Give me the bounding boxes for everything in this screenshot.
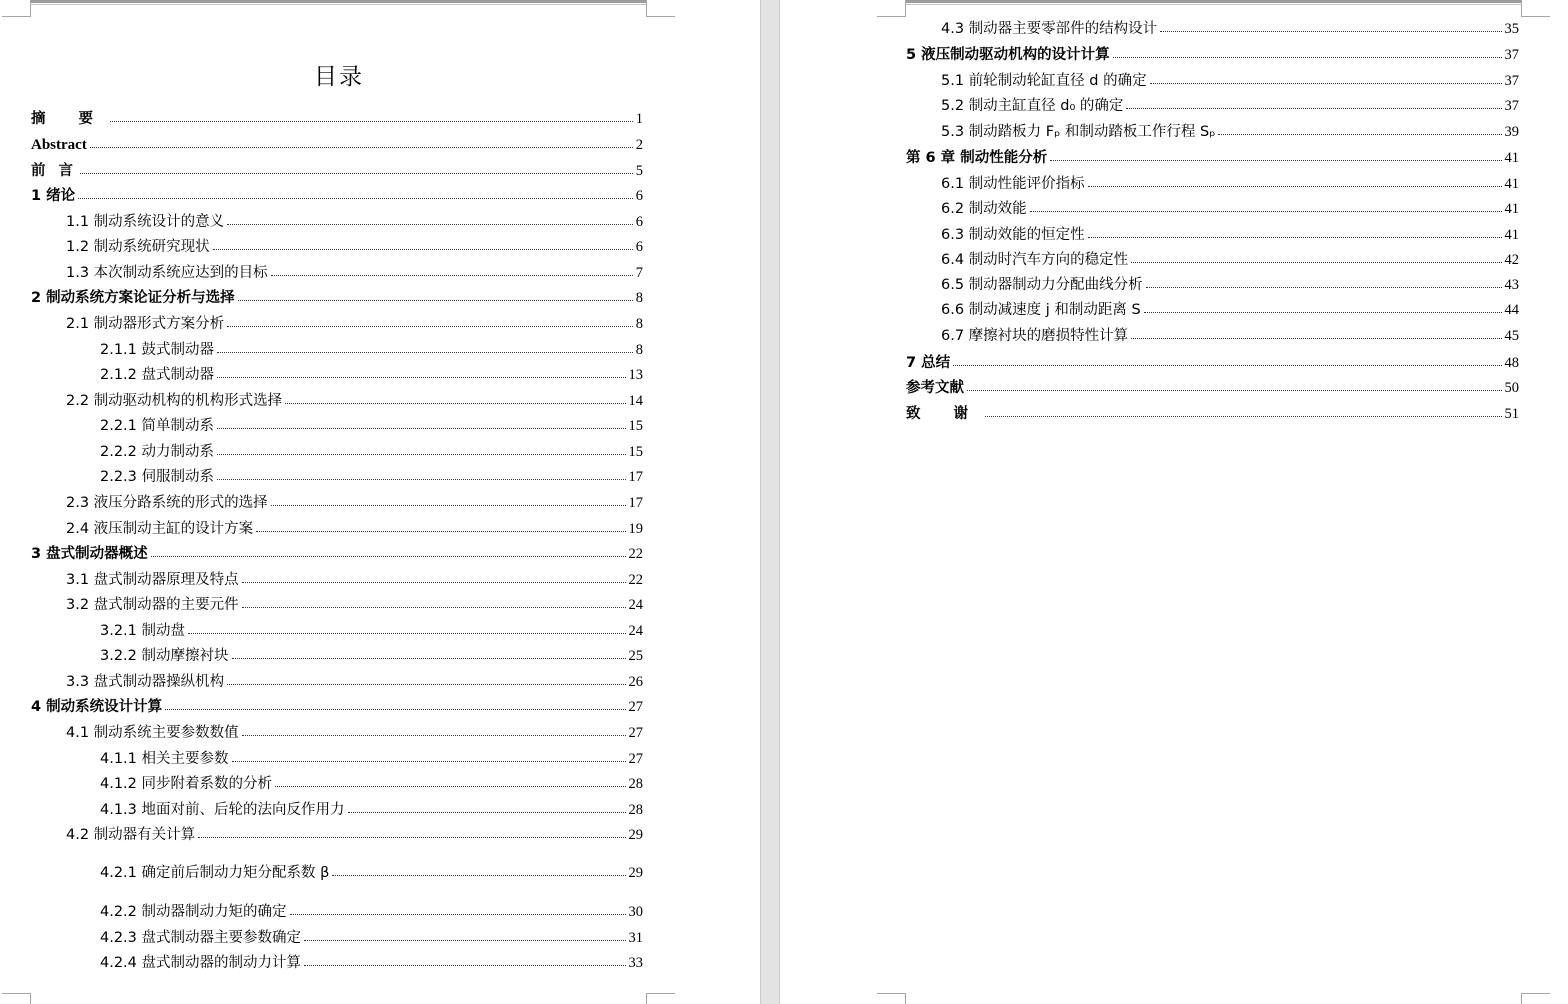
toc-entry-label: 6.1 制动性能评价指标 [941, 176, 1085, 192]
toc-leader-dots [1131, 338, 1501, 339]
toc-entry-page-number: 6 [635, 214, 643, 230]
toc-leader-dots [1088, 237, 1502, 238]
toc-entry[interactable] [31, 135, 643, 155]
toc-entry[interactable] [66, 723, 643, 743]
toc-leader-dots [213, 249, 633, 250]
toc-entry-label: 5.2 制动主缸直径 d₀ 的确定 [941, 98, 1124, 114]
toc-leader-dots [1113, 57, 1502, 58]
toc-leader-dots [217, 352, 633, 353]
toc-entry-page-number: 22 [628, 546, 643, 562]
toc-entry[interactable] [66, 493, 643, 513]
toc-entry-label: 6.3 制动效能的恒定性 [941, 227, 1085, 243]
document-page-left [0, 0, 760, 1004]
toc-entry[interactable] [941, 250, 1519, 270]
toc-entry-label: 5.1 前轮制动轮缸直径 d 的确定 [941, 73, 1147, 89]
toc-entry-label: 4.2.2 制动器制动力矩的确定 [100, 904, 287, 920]
crop-mark-top-left [877, 0, 906, 17]
toc-entry[interactable] [66, 825, 643, 845]
toc-entry-page-number: 6 [635, 188, 643, 204]
toc-entry-page-number: 41 [1504, 150, 1519, 166]
toc-entry-page-number: 19 [628, 521, 643, 537]
toc-leader-dots [285, 403, 625, 404]
toc-entry-label: 3.2.1 制动盘 [100, 623, 186, 639]
toc-entry-page-number: 42 [1504, 252, 1519, 268]
toc-entry-page-number: 37 [1504, 47, 1519, 63]
toc-entry-label: 6.4 制动时汽车方向的稳定性 [941, 252, 1129, 268]
toc-entry[interactable] [100, 953, 643, 973]
crop-mark-bottom-left [2, 993, 31, 1004]
toc-entry[interactable] [941, 199, 1519, 219]
toc-entry[interactable] [31, 544, 643, 564]
toc-entry-label: 2.2.1 简单制动系 [100, 418, 215, 434]
toc-entry-page-number: 41 [1504, 176, 1519, 192]
toc-entry[interactable] [100, 902, 643, 922]
toc-entry-label: 4.1.1 相关主要参数 [100, 751, 229, 767]
toc-leader-dots [1218, 134, 1501, 135]
toc-entry-page-number: 8 [635, 342, 643, 358]
toc-leader-dots [90, 147, 633, 148]
toc-leader-dots [165, 709, 625, 710]
toc-entry-label: 1.2 制动系统研究现状 [66, 239, 210, 255]
toc-entry[interactable] [66, 519, 643, 539]
toc-entry-page-number: 37 [1504, 98, 1519, 114]
toc-entry-page-number: 15 [628, 418, 643, 434]
toc-entry-page-number: 8 [635, 316, 643, 332]
toc-leader-dots [151, 556, 626, 557]
toc-entry-label: 2.1 制动器形式方案分析 [66, 316, 225, 332]
toc-entry-label: 4.2.3 盘式制动器主要参数确定 [100, 930, 302, 946]
toc-entry-label: 6.7 摩擦衬块的磨损特性计算 [941, 328, 1129, 344]
toc-entry-page-number: 48 [1504, 355, 1519, 371]
crop-mark-top-right [646, 0, 675, 17]
toc-entry-label: 1 绪论 [31, 188, 76, 204]
toc-leader-dots [217, 454, 625, 455]
toc-entry-label: 前 言 [31, 163, 78, 179]
toc-entry-page-number: 14 [628, 393, 643, 409]
toc-entry[interactable] [100, 340, 643, 360]
toc-entry-page-number: 6 [635, 239, 643, 255]
toc-entry[interactable] [941, 96, 1519, 116]
toc-entry-page-number: 17 [628, 495, 643, 511]
toc-leader-dots [217, 377, 625, 378]
toc-entry[interactable] [941, 122, 1519, 142]
toc-leader-dots [242, 607, 626, 608]
toc-entry-label: Abstract [31, 137, 87, 153]
toc-entry-page-number: 15 [628, 444, 643, 460]
toc-entry[interactable] [66, 212, 643, 232]
toc-entry-label: 4.2.4 盘式制动器的制动力计算 [100, 955, 302, 971]
toc-entry[interactable] [941, 19, 1519, 39]
toc-leader-dots [275, 786, 625, 787]
toc-entry-page-number: 7 [635, 265, 643, 281]
toc-leader-dots [242, 582, 626, 583]
toc-entry-page-number: 44 [1504, 302, 1519, 318]
toc-entry-page-number: 27 [628, 751, 643, 767]
toc-entry-label: 6.5 制动器制动力分配曲线分析 [941, 277, 1143, 293]
toc-entry-label: 4.3 制动器主要零部件的结构设计 [941, 21, 1158, 37]
toc-entry[interactable] [906, 353, 1519, 373]
toc-entry[interactable] [66, 570, 643, 590]
toc-entry[interactable] [941, 174, 1519, 194]
toc-entry-page-number: 28 [628, 802, 643, 818]
toc-entry[interactable] [100, 774, 643, 794]
toc-entry[interactable] [906, 45, 1519, 65]
toc-entry[interactable] [66, 672, 643, 692]
toc-entry-page-number: 26 [628, 674, 643, 690]
toc-leader-dots [238, 300, 633, 301]
toc-leader-dots [256, 531, 625, 532]
toc-leader-dots [271, 505, 626, 506]
toc-entry-label: 第 6 章 制动性能分析 [906, 150, 1048, 166]
toc-leader-dots [1050, 160, 1501, 161]
toc-entry-label: 2.3 液压分路系统的形式的选择 [66, 495, 268, 511]
toc-entry-page-number: 31 [628, 930, 643, 946]
toc-entry[interactable] [31, 161, 643, 181]
toc-entry-label: 3 盘式制动器概述 [31, 546, 148, 562]
toc-entry-label: 7 总结 [906, 355, 951, 371]
page-gutter [760, 0, 780, 1004]
toc-leader-dots [304, 940, 625, 941]
toc-leader-dots [304, 965, 625, 966]
toc-entry-page-number: 22 [628, 572, 643, 588]
toc-entry-label: 3.2 盘式制动器的主要元件 [66, 597, 239, 613]
toc-leader-dots [348, 812, 626, 813]
toc-entry-page-number: 27 [628, 725, 643, 741]
toc-leader-dots [227, 684, 625, 685]
toc-leader-dots [242, 735, 626, 736]
toc-entry-page-number: 1 [635, 111, 643, 127]
toc-entry[interactable] [66, 237, 643, 257]
toc-leader-dots [227, 224, 633, 225]
toc-entry[interactable] [31, 288, 643, 308]
toc-entry[interactable] [66, 595, 643, 615]
crop-mark-bottom-right [646, 993, 675, 1004]
crop-mark-top-right [1521, 0, 1550, 17]
toc-entry[interactable] [100, 646, 643, 666]
toc-entry-label: 2.2.3 伺服制动系 [100, 469, 215, 485]
toc-entry[interactable] [100, 621, 643, 641]
toc-leader-dots [953, 365, 1501, 366]
toc-leader-dots [1144, 312, 1502, 313]
toc-entry[interactable] [100, 863, 643, 883]
toc-leader-dots [1088, 186, 1502, 187]
toc-leader-dots [290, 914, 626, 915]
toc-entry[interactable] [31, 186, 643, 206]
toc-entry-page-number: 27 [628, 699, 643, 715]
toc-leader-dots [232, 658, 626, 659]
toc-entry-label: 2.2 制动驱动机构的机构形式选择 [66, 393, 283, 409]
toc-entry-page-number: 35 [1504, 21, 1519, 37]
toc-entry-page-number: 41 [1504, 227, 1519, 243]
toc-entry-page-number: 2 [635, 137, 643, 153]
toc-entry-label: 4.1.2 同步附着系数的分析 [100, 776, 273, 792]
toc-entry[interactable] [100, 467, 643, 487]
toc-leader-dots [332, 875, 625, 876]
crop-mark-bottom-left [877, 993, 906, 1004]
toc-entry[interactable] [31, 697, 643, 717]
toc-leader-dots [227, 326, 633, 327]
toc-leader-dots [967, 390, 1502, 391]
toc-leader-dots [1030, 211, 1502, 212]
toc-leader-dots [1150, 83, 1502, 84]
header-rule [30, 0, 646, 3]
toc-leader-dots [188, 633, 625, 634]
toc-entry-label: 4.1.3 地面对前、后轮的法向反作用力 [100, 802, 345, 818]
toc-entry[interactable] [941, 71, 1519, 91]
toc-entry-label: 参考文献 [906, 380, 964, 396]
toc-entry-page-number: 8 [635, 290, 643, 306]
toc-entry-page-number: 41 [1504, 201, 1519, 217]
toc-entry-page-number: 24 [628, 597, 643, 613]
toc-leader-dots [80, 173, 633, 174]
toc-entry-page-number: 39 [1504, 124, 1519, 140]
crop-mark-bottom-right [1521, 993, 1550, 1004]
toc-entry-label: 2.1.1 鼓式制动器 [100, 342, 215, 358]
toc-entry[interactable] [100, 442, 643, 462]
toc-entry-page-number: 33 [628, 955, 643, 971]
document-page-right [780, 0, 1568, 1004]
toc-entry[interactable] [100, 928, 643, 948]
toc-entry-label: 5.3 制动踏板力 Fₚ 和制动踏板工作行程 Sₚ [941, 124, 1216, 140]
toc-entry-label: 4.2 制动器有关计算 [66, 827, 196, 843]
toc-entry-label: 4.1 制动系统主要参数数值 [66, 725, 239, 741]
toc-leader-dots [1131, 262, 1501, 263]
toc-entry[interactable] [100, 416, 643, 436]
toc-leader-dots [1160, 31, 1501, 32]
toc-entry-page-number: 25 [628, 648, 643, 664]
toc-entry-label: 3.3 盘式制动器操纵机构 [66, 674, 225, 690]
toc-entry[interactable] [66, 391, 643, 411]
toc-leader-dots [78, 198, 633, 199]
toc-entry-page-number: 37 [1504, 73, 1519, 89]
crop-mark-top-left [2, 0, 31, 17]
toc-entry-page-number: 29 [628, 827, 643, 843]
toc-entry-page-number: 43 [1504, 277, 1519, 293]
toc-entry-page-number: 13 [628, 367, 643, 383]
toc-entry-label: 6.2 制动效能 [941, 201, 1027, 217]
toc-entry[interactable] [100, 800, 643, 820]
toc-entry-page-number: 30 [628, 904, 643, 920]
toc-leader-dots [232, 761, 626, 762]
toc-entry-page-number: 28 [628, 776, 643, 792]
toc-entry[interactable] [66, 314, 643, 334]
toc-entry[interactable] [906, 378, 1519, 398]
toc-entry-label: 致 谢 [906, 406, 983, 422]
toc-entry-label: 1.1 制动系统设计的意义 [66, 214, 225, 230]
toc-entry-label: 6.6 制动减速度 j 和制动距离 S [941, 302, 1141, 318]
toc-entry[interactable] [941, 326, 1519, 346]
toc-entry-page-number: 45 [1504, 328, 1519, 344]
toc-entry[interactable] [31, 109, 643, 129]
toc-entry-label: 1.3 本次制动系统应达到的目标 [66, 265, 268, 281]
toc-entry-page-number: 5 [635, 163, 643, 179]
toc-entry-label: 5 液压制动驱动机构的设计计算 [906, 47, 1110, 63]
toc-entry[interactable] [100, 749, 643, 769]
toc-leader-dots [198, 837, 625, 838]
header-rule [905, 0, 1521, 3]
toc-leader-dots [110, 121, 633, 122]
toc-leader-dots [217, 479, 625, 480]
toc-entry-label: 4.2.1 确定前后制动力矩分配系数 β [100, 865, 330, 881]
toc-entry-label: 2.2.2 动力制动系 [100, 444, 215, 460]
toc-title: 目录 [314, 64, 364, 90]
toc-entry-page-number: 51 [1504, 406, 1519, 422]
toc-entry[interactable] [906, 148, 1519, 168]
toc-entry[interactable] [906, 404, 1519, 424]
toc-leader-dots [1146, 287, 1502, 288]
toc-entry-label: 3.2.2 制动摩擦衬块 [100, 648, 229, 664]
toc-entry-page-number: 17 [628, 469, 643, 485]
toc-leader-dots [217, 428, 625, 429]
toc-entry-label: 4 制动系统设计计算 [31, 699, 163, 715]
toc-leader-dots [985, 416, 1501, 417]
toc-entry-page-number: 50 [1504, 380, 1519, 396]
toc-entry-page-number: 29 [628, 865, 643, 881]
toc-entry-label: 2.4 液压制动主缸的设计方案 [66, 521, 254, 537]
toc-entry-label: 3.1 盘式制动器原理及特点 [66, 572, 239, 588]
toc-entry[interactable] [941, 300, 1519, 320]
toc-entry-page-number: 24 [628, 623, 643, 639]
toc-leader-dots [271, 275, 633, 276]
toc-leader-dots [1126, 108, 1501, 109]
toc-entry[interactable] [66, 263, 643, 283]
toc-entry[interactable] [941, 225, 1519, 245]
toc-entry-label: 2.1.2 盘式制动器 [100, 367, 215, 383]
toc-entry-label: 2 制动系统方案论证分析与选择 [31, 290, 235, 306]
toc-entry[interactable] [941, 275, 1519, 295]
toc-entry[interactable] [100, 365, 643, 385]
toc-entry-label: 摘 要 [31, 111, 108, 127]
